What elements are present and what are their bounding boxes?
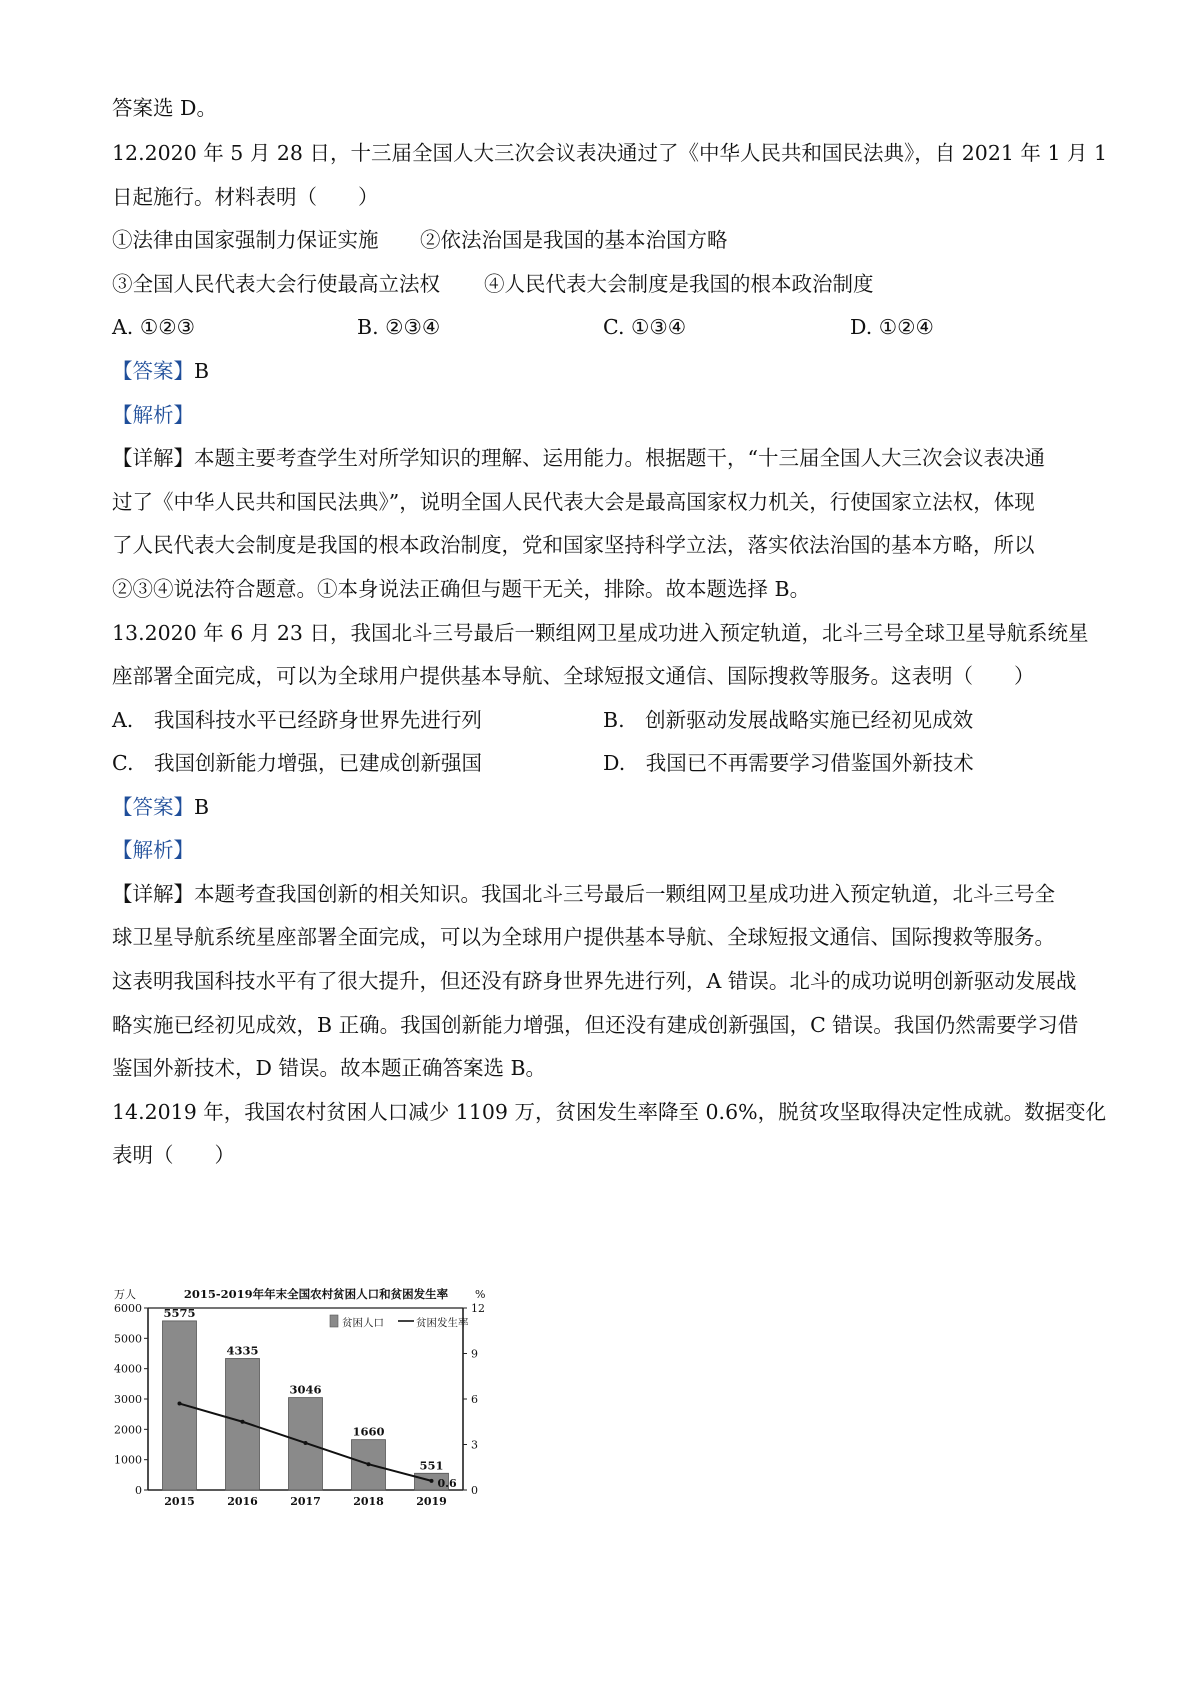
y-left-tick-label: 5000 (114, 1332, 142, 1346)
q12-statement-1: ①法律由国家强制力保证实施 (112, 228, 379, 252)
rate-end-label: 0.6 (437, 1476, 457, 1490)
q13-detail-line5: 鉴国外新技术，D 错误。故本题正确答案选 B。 (112, 1056, 547, 1080)
bar-label-2018: 1660 (352, 1424, 385, 1439)
q12-stem-line2: 日起施行。材料表明（ ） (112, 185, 379, 209)
q14-stem-line1: 14.2019 年，我国农村贫困人口减少 1109 万，贫困发生率降至 0.6%，脱贫攻坚取得决定性成就。数据变化 (112, 1100, 1107, 1124)
q13-stem-line1: 13.2020 年 6 月 23 日，我国北斗三号最后一颗组网卫星成功进入预定轨道，北斗三号全球卫星导航系统星 (112, 621, 1089, 645)
rate-point-2016 (241, 1420, 245, 1424)
x-tick-label-2017: 2017 (290, 1495, 321, 1508)
q12-answer-value: B (194, 359, 210, 383)
rate-point-2019 (430, 1479, 434, 1483)
y-right-tick-label: 6 (471, 1393, 478, 1406)
q13-detail-line2: 球卫星导航系统星座部署全面完成，可以为全球用户提供基本导航、全球短报文通信、国际搜救等服务。 (112, 925, 1055, 949)
q12-detail-line4: ②③④说法符合题意。①本身说法正确但与题干无关，排除。故本题选择 B。 (112, 577, 811, 601)
y-right-tick-label: 9 (471, 1347, 478, 1361)
answer-tag: 【答案】 (112, 795, 194, 819)
y-right-tick-label: 0 (471, 1484, 478, 1497)
y-left-tick-label: 3000 (114, 1393, 142, 1406)
rate-point-2015 (178, 1402, 182, 1406)
q13-stem-line2: 座部署全面完成，可以为全球用户提供基本导航、全球短报文通信、国际搜救等服务。这表明（ ） (112, 664, 1035, 688)
x-tick-label-2016: 2016 (227, 1495, 258, 1508)
y-left-tick-label: 0 (135, 1484, 142, 1497)
y-left-tick-label: 2000 (114, 1423, 142, 1437)
y-left-axis-label: 万人 (114, 1288, 136, 1301)
q13-detail-line1: 【详解】本题考查我国创新的相关知识。我国北斗三号最后一颗组网卫星成功进入预定轨道，北斗三号全 (112, 882, 1055, 906)
q13-option-a: A. 我国科技水平已经跻身世界先进行列 (112, 708, 482, 732)
bar-label-2019: 551 (419, 1458, 444, 1473)
bar-2016 (226, 1359, 260, 1490)
q14-stem-line2: 表明（ ） (112, 1143, 235, 1167)
rate-point-2018 (367, 1462, 371, 1466)
rate-point-2017 (304, 1441, 308, 1445)
q13-option-b: B. 创新驱动发展战略实施已经初见成效 (603, 708, 974, 732)
x-tick-label-2015: 2015 (164, 1495, 195, 1508)
y-right-axis-label: % (475, 1288, 486, 1301)
q12-statement-2: ②依法治国是我国的基本治国方略 (420, 228, 728, 252)
q12-statement-4: ④人民代表大会制度是我国的根本政治制度 (484, 272, 874, 296)
q13-detail-line3: 这表明我国科技水平有了很大提升，但还没有跻身世界先进行列，A 错误。北斗的成功说明创新驱动发展战 (112, 969, 1077, 993)
prev-answer-line: 答案选 D。 (112, 96, 217, 120)
legend-bar-label: 贫困人口 (342, 1317, 384, 1329)
y-left-tick-label: 6000 (114, 1302, 142, 1315)
y-right-tick-label: 3 (471, 1438, 478, 1452)
bar-label-2016: 4335 (226, 1343, 259, 1358)
y-left-tick-label: 1000 (114, 1453, 142, 1467)
q12-option-a: A. ①②③ (112, 315, 195, 339)
q12-option-c: C. ①③④ (603, 315, 687, 339)
q12-answer (112, 357, 209, 385)
q13-option-c: C. 我国创新能力增强，已建成创新强国 (112, 751, 482, 775)
answer-tag: 【答案】 (112, 359, 194, 383)
q13-option-d: D. 我国已不再需要学习借鉴国外新技术 (603, 751, 974, 775)
q12-stem-line1: 12.2020 年 5 月 28 日，十三届全国人大三次会议表决通过了《中华人民共和国民法典》，自 2021 年 1 月 1 (112, 141, 1108, 165)
q12-option-b: B. ②③④ (357, 315, 441, 339)
q13-analysis-tag: 【解析】 (112, 838, 194, 862)
y-right-tick-label: 12 (471, 1302, 485, 1315)
legend-line-label: 贫困发生率 (416, 1317, 469, 1329)
q13-answer-value: B (194, 795, 210, 819)
bar-label-2017: 3046 (289, 1382, 322, 1397)
bar-label-2015: 5575 (163, 1305, 196, 1320)
x-tick-label-2019: 2019 (416, 1495, 447, 1508)
detail-tag: 【详解】 (112, 446, 194, 470)
q12-detail-line2: 过了《中华人民共和国民法典》”，说明全国人民代表大会是最高国家权力机关，行使国家立法权，体现 (112, 490, 1035, 514)
q12-detail-line3: 了人民代表大会制度是我国的根本政治制度，党和国家坚持科学立法，落实依法治国的基本方略，所以 (112, 533, 1035, 557)
q12-option-d: D. ①②④ (850, 315, 934, 339)
legend-bar-swatch (330, 1315, 338, 1327)
q12-analysis-tag: 【解析】 (112, 403, 194, 427)
q13-answer (112, 793, 209, 821)
poverty-chart (108, 1282, 528, 1526)
q12-statement-3: ③全国人民代表大会行使最高立法权 (112, 272, 440, 296)
chart-title: 2015-2019年年末全国农村贫困人口和贫困发生率 (183, 1287, 449, 1301)
detail-tag: 【详解】 (112, 882, 194, 906)
q13-detail-line4: 略实施已经初见成效，B 正确。我国创新能力增强，但还没有建成创新强国，C 错误。我国仍然需要学习借 (112, 1013, 1079, 1037)
y-left-tick-label: 4000 (114, 1362, 142, 1376)
q12-detail-line1: 【详解】本题主要考查学生对所学知识的理解、运用能力。根据题干，“十三届全国人大三次会议表决通 (112, 446, 1045, 470)
x-tick-label-2018: 2018 (353, 1495, 384, 1508)
poverty-chart-svg (108, 1282, 528, 1522)
